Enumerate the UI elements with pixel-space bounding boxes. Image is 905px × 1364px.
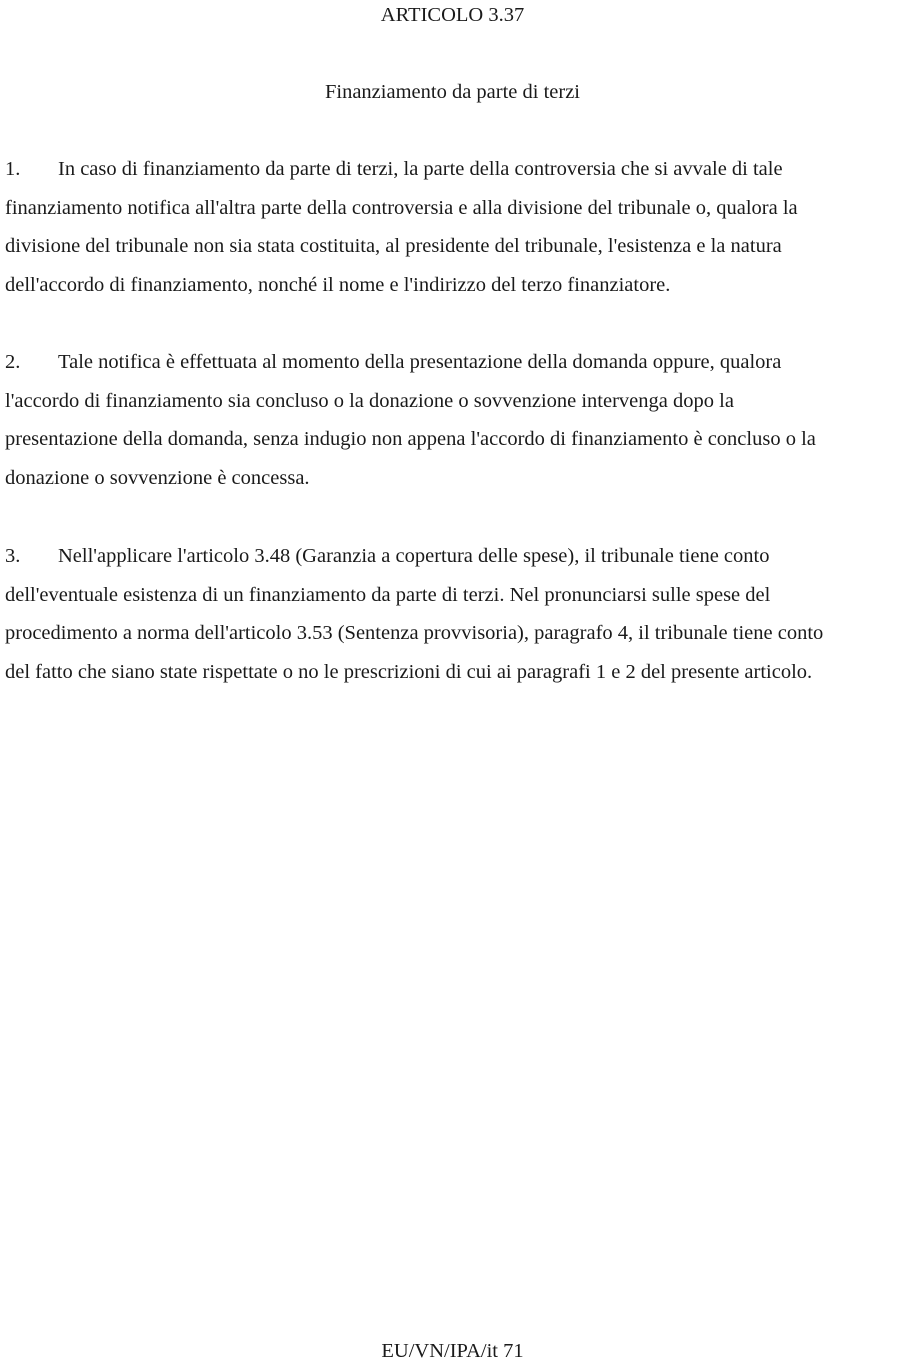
- paragraph-2: [5, 343, 903, 497]
- paragraph-line: [5, 343, 903, 382]
- paragraph-line: dell'eventuale esistenza di un finanziamento da parte di terzi. Nel pronunciarsi sulle spese del: [5, 583, 771, 606]
- article-subtitle: Finanziamento da parte di terzi: [324, 81, 580, 103]
- paragraph-line: l'accordo di finanziamento sia concluso o la donazione o sovvenzione intervenga dopo la: [5, 389, 734, 412]
- paragraph-number: 3.: [5, 545, 21, 567]
- paragraph-3: [5, 537, 903, 691]
- paragraph-line: procedimento a norma dell'articolo 3.53 (Sentenza provvisoria), paragrafo 4, il tribunale tiene conto: [5, 622, 824, 645]
- paragraph-text: Nell'applicare l'articolo 3.48 (Garanzia a copertura delle spese), il tribunale tiene conto: [58, 545, 770, 567]
- paragraph-number: 2.: [5, 351, 21, 373]
- paragraph-line: [5, 150, 903, 189]
- paragraph-line: del fatto che siano state rispettate o no le prescrizioni di cui ai paragrafi 1 e 2 del presente articolo.: [5, 660, 813, 683]
- paragraph-line: finanziamento notifica all'altra parte della controversia e alla divisione del tribunale o, qualora la: [5, 196, 798, 219]
- article-title: ARTICOLO 3.37: [380, 4, 525, 26]
- page-footer: EU/VN/IPA/it 71: [381, 1340, 524, 1362]
- paragraph-line: dell'accordo di finanziamento, nonché il nome e l'indirizzo del terzo finanziatore.: [5, 273, 671, 296]
- paragraph-line: donazione o sovvenzione è concessa.: [5, 466, 310, 489]
- paragraph-line: presentazione della domanda, senza indugio non appena l'accordo di finanziamento è concluso o la: [5, 428, 816, 451]
- paragraph-1: [5, 150, 903, 304]
- paragraph-text: In caso di finanziamento da parte di terzi, la parte della controversia che si avvale di tale: [58, 158, 783, 180]
- paragraph-number: 1.: [5, 158, 21, 180]
- paragraph-text: Tale notifica è effettuata al momento della presentazione della domanda oppure, qualora: [58, 351, 782, 373]
- paragraph-line: [5, 537, 903, 576]
- paragraph-line: divisione del tribunale non sia stata costituita, al presidente del tribunale, l'esistenza e la natura: [5, 235, 782, 258]
